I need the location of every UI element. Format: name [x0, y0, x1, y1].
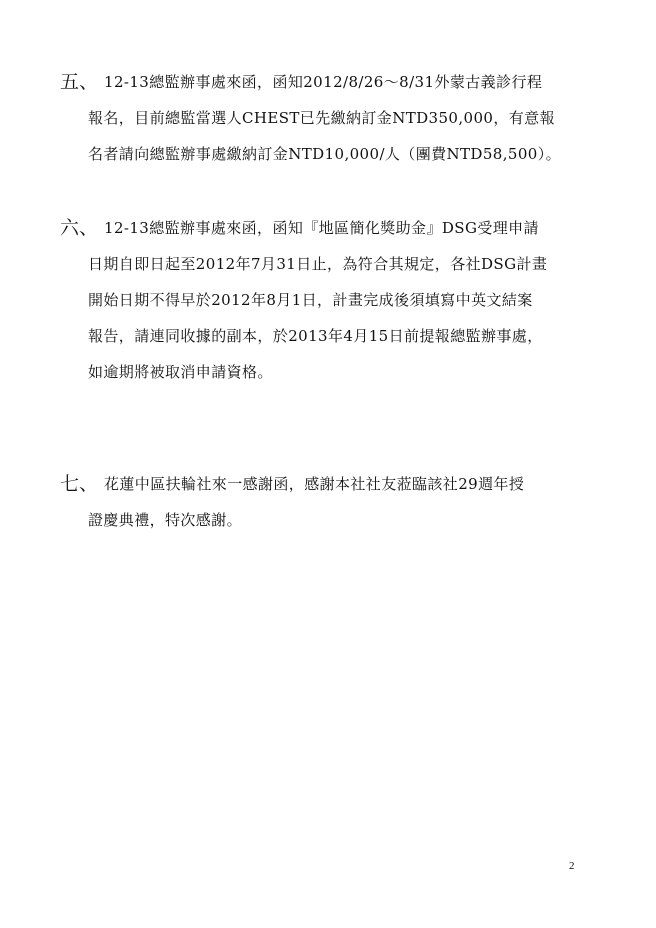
item-text-line: 名者請向總監辦事處繳納訂金NTD10,000/人（團費NTD58,500）。	[88, 145, 562, 163]
item-text-line: 報名，目前總監當選人CHEST已先繳納訂金NTD350,000，有意報	[88, 109, 555, 127]
item-text-line: 報告，請連同收據的副本，於2013年4月15日前提報總監辦事處，	[88, 327, 543, 345]
item-marker: 五、	[60, 71, 99, 93]
page-number: 2	[569, 860, 575, 872]
item-text-line: 花蓮中區扶輪社來一感謝函，感謝本社社友蒞臨該社29週年授	[104, 475, 525, 493]
item-marker: 六、	[60, 217, 99, 239]
item-text-line: 開始日期不得早於2012年8月1日，計畫完成後須填寫中英文結案	[88, 291, 533, 309]
item-text-line: 12-13總監辦事處來函，函知『地區簡化獎助金』DSG受理申請	[104, 219, 539, 237]
item-text-line: 如逾期將被取消申請資格。	[88, 363, 273, 381]
item-marker: 七、	[60, 473, 99, 495]
item-text-line: 12-13總監辦事處來函，函知2012/8/26～8/31外蒙古義診行程	[104, 73, 543, 91]
item-text-line: 證慶典禮，特次感謝。	[88, 511, 243, 529]
item-text-line: 日期自即日起至2012年7月31日止，為符合其規定，各社DSG計畫	[88, 255, 548, 273]
